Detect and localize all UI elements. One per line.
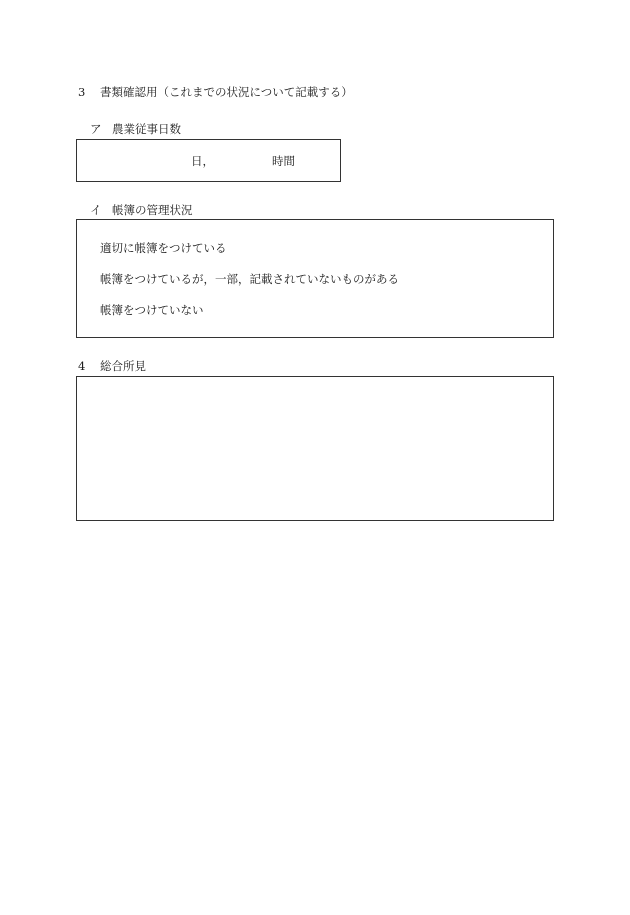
- hours-unit-label: 時間: [272, 154, 295, 168]
- overall-findings-box[interactable]: [76, 376, 554, 521]
- days-unit-label: 日，: [191, 154, 214, 168]
- section-4-title: 総合所見: [100, 359, 146, 373]
- subsection-a-title: 農業従事日数: [112, 122, 181, 136]
- ledger-option-1[interactable]: 適切に帳簿をつけている: [100, 241, 227, 255]
- section-4-heading: [78, 359, 146, 373]
- subsection-a-heading: [90, 122, 181, 136]
- ledger-option-3[interactable]: 帳簿をつけていない: [100, 303, 204, 317]
- subsection-i-heading: [90, 203, 193, 217]
- farm-work-days-box[interactable]: [76, 139, 341, 182]
- subsection-i-title: 帳簿の管理状況: [112, 203, 193, 217]
- subsection-i-label: イ: [90, 203, 102, 217]
- ledger-option-2[interactable]: 帳簿をつけているが，一部，記載されていないものがある: [100, 272, 399, 286]
- section-4-number: 4: [78, 359, 86, 373]
- ledger-management-box: [76, 219, 554, 338]
- subsection-a-label: ア: [90, 122, 102, 136]
- section-3-heading: [78, 85, 353, 99]
- section-3-title: 書類確認用（これまでの状況について記載する）: [100, 85, 353, 99]
- section-3-number: 3: [78, 85, 86, 99]
